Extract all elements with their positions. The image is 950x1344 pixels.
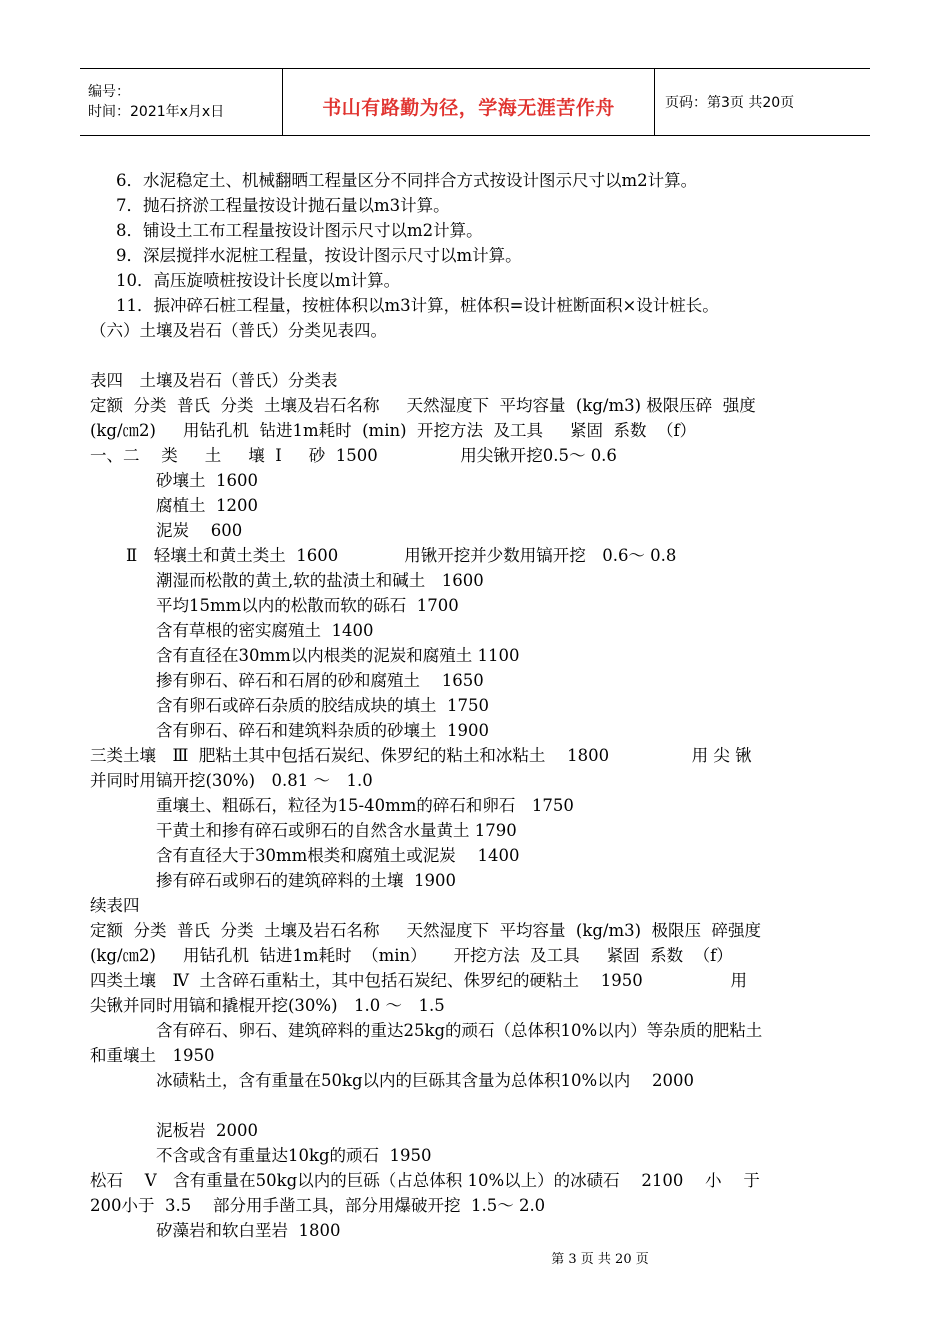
table-row: 含有草根的密实腐殖土 1400 [156,621,374,640]
table-caption: 续表四 [90,896,140,915]
text-line: 11．振冲碎石桩工程量，按桩体积以m3计算，桩体积=设计桩断面积×设计桩长。 [116,296,719,315]
table-row: 腐植土 1200 [156,496,258,515]
table-row: 平均15mm以内的松散而软的砾石 1700 [156,596,459,615]
text-line: 8．铺设土工布工程量按设计图示尺寸以m2计算。 [116,221,483,240]
table-row: Ⅱ 轻壤土和黄土类土 1600 用锹开挖并少数用镐开挖 0.6～ 0.8 [126,546,677,565]
table-header-line: (kg/㎝2) 用钻孔机 钻进1m耗时 （min） 开挖方法 及工具 紧固 系数 （f） [90,946,733,965]
table-row: 含有碎石、卵石、建筑碎料的重达25kg的顽石（总体积10%以内）等杂质的肥粘土 [156,1021,763,1040]
table-row: 含有卵石或碎石杂质的胶结成块的填土 1750 [156,696,489,715]
table-header-line: (kg/㎝2) 用钻孔机 钻进1m耗时 (min) 开挖方法 及工具 紧固 系数 （f） [90,421,697,440]
table-row: 四类土壤 Ⅳ 土含碎石重粘土，其中包括石炭纪、侏罗纪的硬粘土 1950 用 [90,971,747,990]
table-row: 三类土壤 Ⅲ 肥粘土其中包括石炭纪、侏罗纪的粘土和冰粘土 1800 用 尖 锹 [90,746,752,765]
text-line: 6．水泥稳定土、机械翻晒工程量区分不同拌合方式按设计图示尺寸以m2计算。 [116,171,698,190]
page-footer [0,1248,950,1267]
table-row: 和重壤土 1950 [90,1046,215,1065]
table-caption: 表四 土壤及岩石（普氏）分类表 [90,371,338,390]
header-page-info: 页码：第3页 共20页 [665,95,795,111]
table-row: 泥板岩 2000 [156,1121,258,1140]
table-row: 掺有碎石或卵石的建筑碎料的土壤 1900 [156,871,456,890]
table-header-line: 定额 分类 普氏 分类 土壤及岩石名称 天然湿度下 平均容量 (kg/m3) 极限压碎 强度 [90,396,756,415]
table-row: 含有直径大于30mm根类和腐殖土或泥炭 1400 [156,846,520,865]
header-meta [80,69,283,135]
spacer [90,1093,860,1118]
table-row: 一、二 类 土 壤 Ⅰ 砂 1500 用尖锹开挖0.5～ 0.6 [90,446,617,465]
table-row: 重壤土、粗砾石，粒径为15-40mm的碎石和卵石 1750 [156,796,574,815]
header-motto: 书山有路勤为径，学海无涯苦作舟 [322,96,615,119]
text-line: 7．抛石挤淤工程量按设计抛石量以m3计算。 [116,196,450,215]
table-row: 掺有卵石、碎石和石屑的砂和腐殖土 1650 [156,671,484,690]
table-row: 并同时用镐开挖(30%) 0.81 ～ 1.0 [90,771,373,790]
spacer [90,343,860,368]
table-row: 潮湿而松散的黄土,软的盐渍土和碱土 1600 [156,571,484,590]
header-motto-cell [283,69,655,135]
table-row: 矽藻岩和软白垩岩 1800 [156,1221,341,1240]
table-row: 冰碛粘土，含有重量在50kg以内的巨砾其含量为总体积10%以内 2000 [156,1071,694,1090]
header-page-cell [655,69,870,135]
table-row: 含有直径在30mm以内根类的泥炭和腐殖土 1100 [156,646,520,665]
table-row: 尖锹并同时用镐和撬棍开挖(30%) 1.0 ～ 1.5 [90,996,445,1015]
table-row: 200小于 3.5 部分用手凿工具，部分用爆破开挖 1.5～ 2.0 [90,1196,546,1215]
text-line: 10．高压旋喷桩按设计长度以m计算。 [116,271,401,290]
document-body [90,168,860,1243]
section-heading: （六）土壤及岩石（普氏）分类见表四。 [90,321,387,340]
page-header [80,68,870,136]
table-row: 不含或含有重量达10kg的顽石 1950 [156,1146,432,1165]
doc-number-label: 编号： [88,84,130,100]
table-row: 砂壤土 1600 [156,471,258,490]
footer-page-number: 第 3 页 共 20 页 [551,1252,649,1267]
table-row: 干黄土和掺有碎石或卵石的自然含水量黄土 1790 [156,821,517,840]
text-line: 9．深层搅拌水泥桩工程量，按设计图示尺寸以m计算。 [116,246,522,265]
table-row: 泥炭 600 [156,521,243,540]
table-row: 松石 Ⅴ 含有重量在50kg以内的巨砾（占总体积 10%以上）的冰碛石 2100 小 于 [90,1171,760,1190]
table-header-line: 定额 分类 普氏 分类 土壤及岩石名称 天然湿度下 平均容量 (kg/m3) 极限压 碎强度 [90,921,762,940]
table-row: 含有卵石、碎石和建筑料杂质的砂壤土 1900 [156,721,489,740]
doc-date-label: 时间：2021年x月x日 [88,104,225,120]
